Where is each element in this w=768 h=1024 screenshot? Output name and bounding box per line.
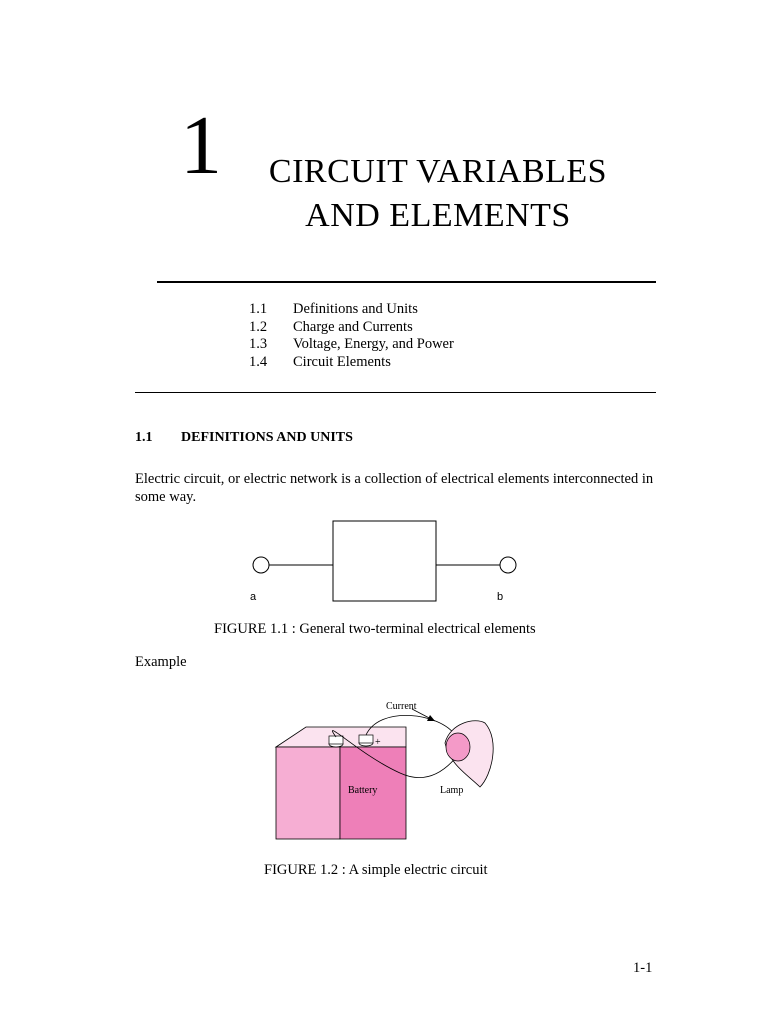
terminal-b-circle — [500, 557, 516, 573]
toc-item-title: Voltage, Energy, and Power — [293, 336, 454, 353]
terminal-a-circle — [253, 557, 269, 573]
figure-simple-circuit — [270, 695, 500, 845]
chapter-title-line2: AND ELEMENTS — [305, 197, 571, 234]
battery-terminal-minus-post — [329, 736, 343, 744]
chapter-number: 1 — [180, 99, 222, 192]
chapter-contents — [249, 301, 454, 372]
current-arrow-head — [427, 715, 435, 721]
toc-item — [249, 301, 454, 319]
section-title: DEFINITIONS AND UNITS — [181, 430, 353, 445]
toc-item — [249, 319, 454, 337]
toc-item-number: 1.4 — [249, 354, 268, 371]
example-label: Example — [135, 654, 187, 670]
title-divider — [157, 281, 656, 283]
chapter-title — [238, 150, 638, 238]
section-number: 1.1 — [135, 430, 153, 445]
toc-item-number: 1.1 — [249, 301, 268, 317]
terminal-b-label: b — [497, 591, 504, 603]
toc-item-title: Charge and Currents — [293, 318, 413, 335]
toc-item — [249, 354, 454, 372]
toc-item — [249, 336, 454, 354]
lamp-label: Lamp — [440, 785, 464, 796]
battery-label: Battery — [348, 785, 378, 796]
toc-item-title: Circuit Elements — [293, 354, 391, 371]
figure-two-terminal-element — [240, 515, 530, 610]
element-box — [333, 521, 436, 601]
battery-plus-sign: + — [375, 737, 381, 748]
chapter-title-line1: CIRCUIT VARIABLES — [268, 153, 608, 190]
contents-divider — [135, 392, 656, 393]
battery-terminal-plus-post — [359, 735, 373, 743]
toc-item-number: 1.2 — [249, 318, 268, 335]
toc-item-title: Definitions and Units — [293, 301, 418, 317]
section-paragraph: Electric circuit, or electric network is a collection of electrical elements interconnected in some way. — [135, 471, 654, 505]
figure2-caption: FIGURE 1.2 : A simple electric circuit — [264, 862, 488, 878]
terminal-a-label: a — [250, 591, 257, 603]
figure1-caption: FIGURE 1.1 : General two-terminal electrical elements — [214, 621, 536, 637]
current-label: Current — [386, 701, 417, 712]
page-number: 1-1 — [633, 960, 653, 976]
toc-item-number: 1.3 — [249, 336, 268, 353]
battery-front — [276, 747, 340, 839]
lamp-base — [446, 733, 470, 761]
section-heading — [135, 430, 353, 446]
